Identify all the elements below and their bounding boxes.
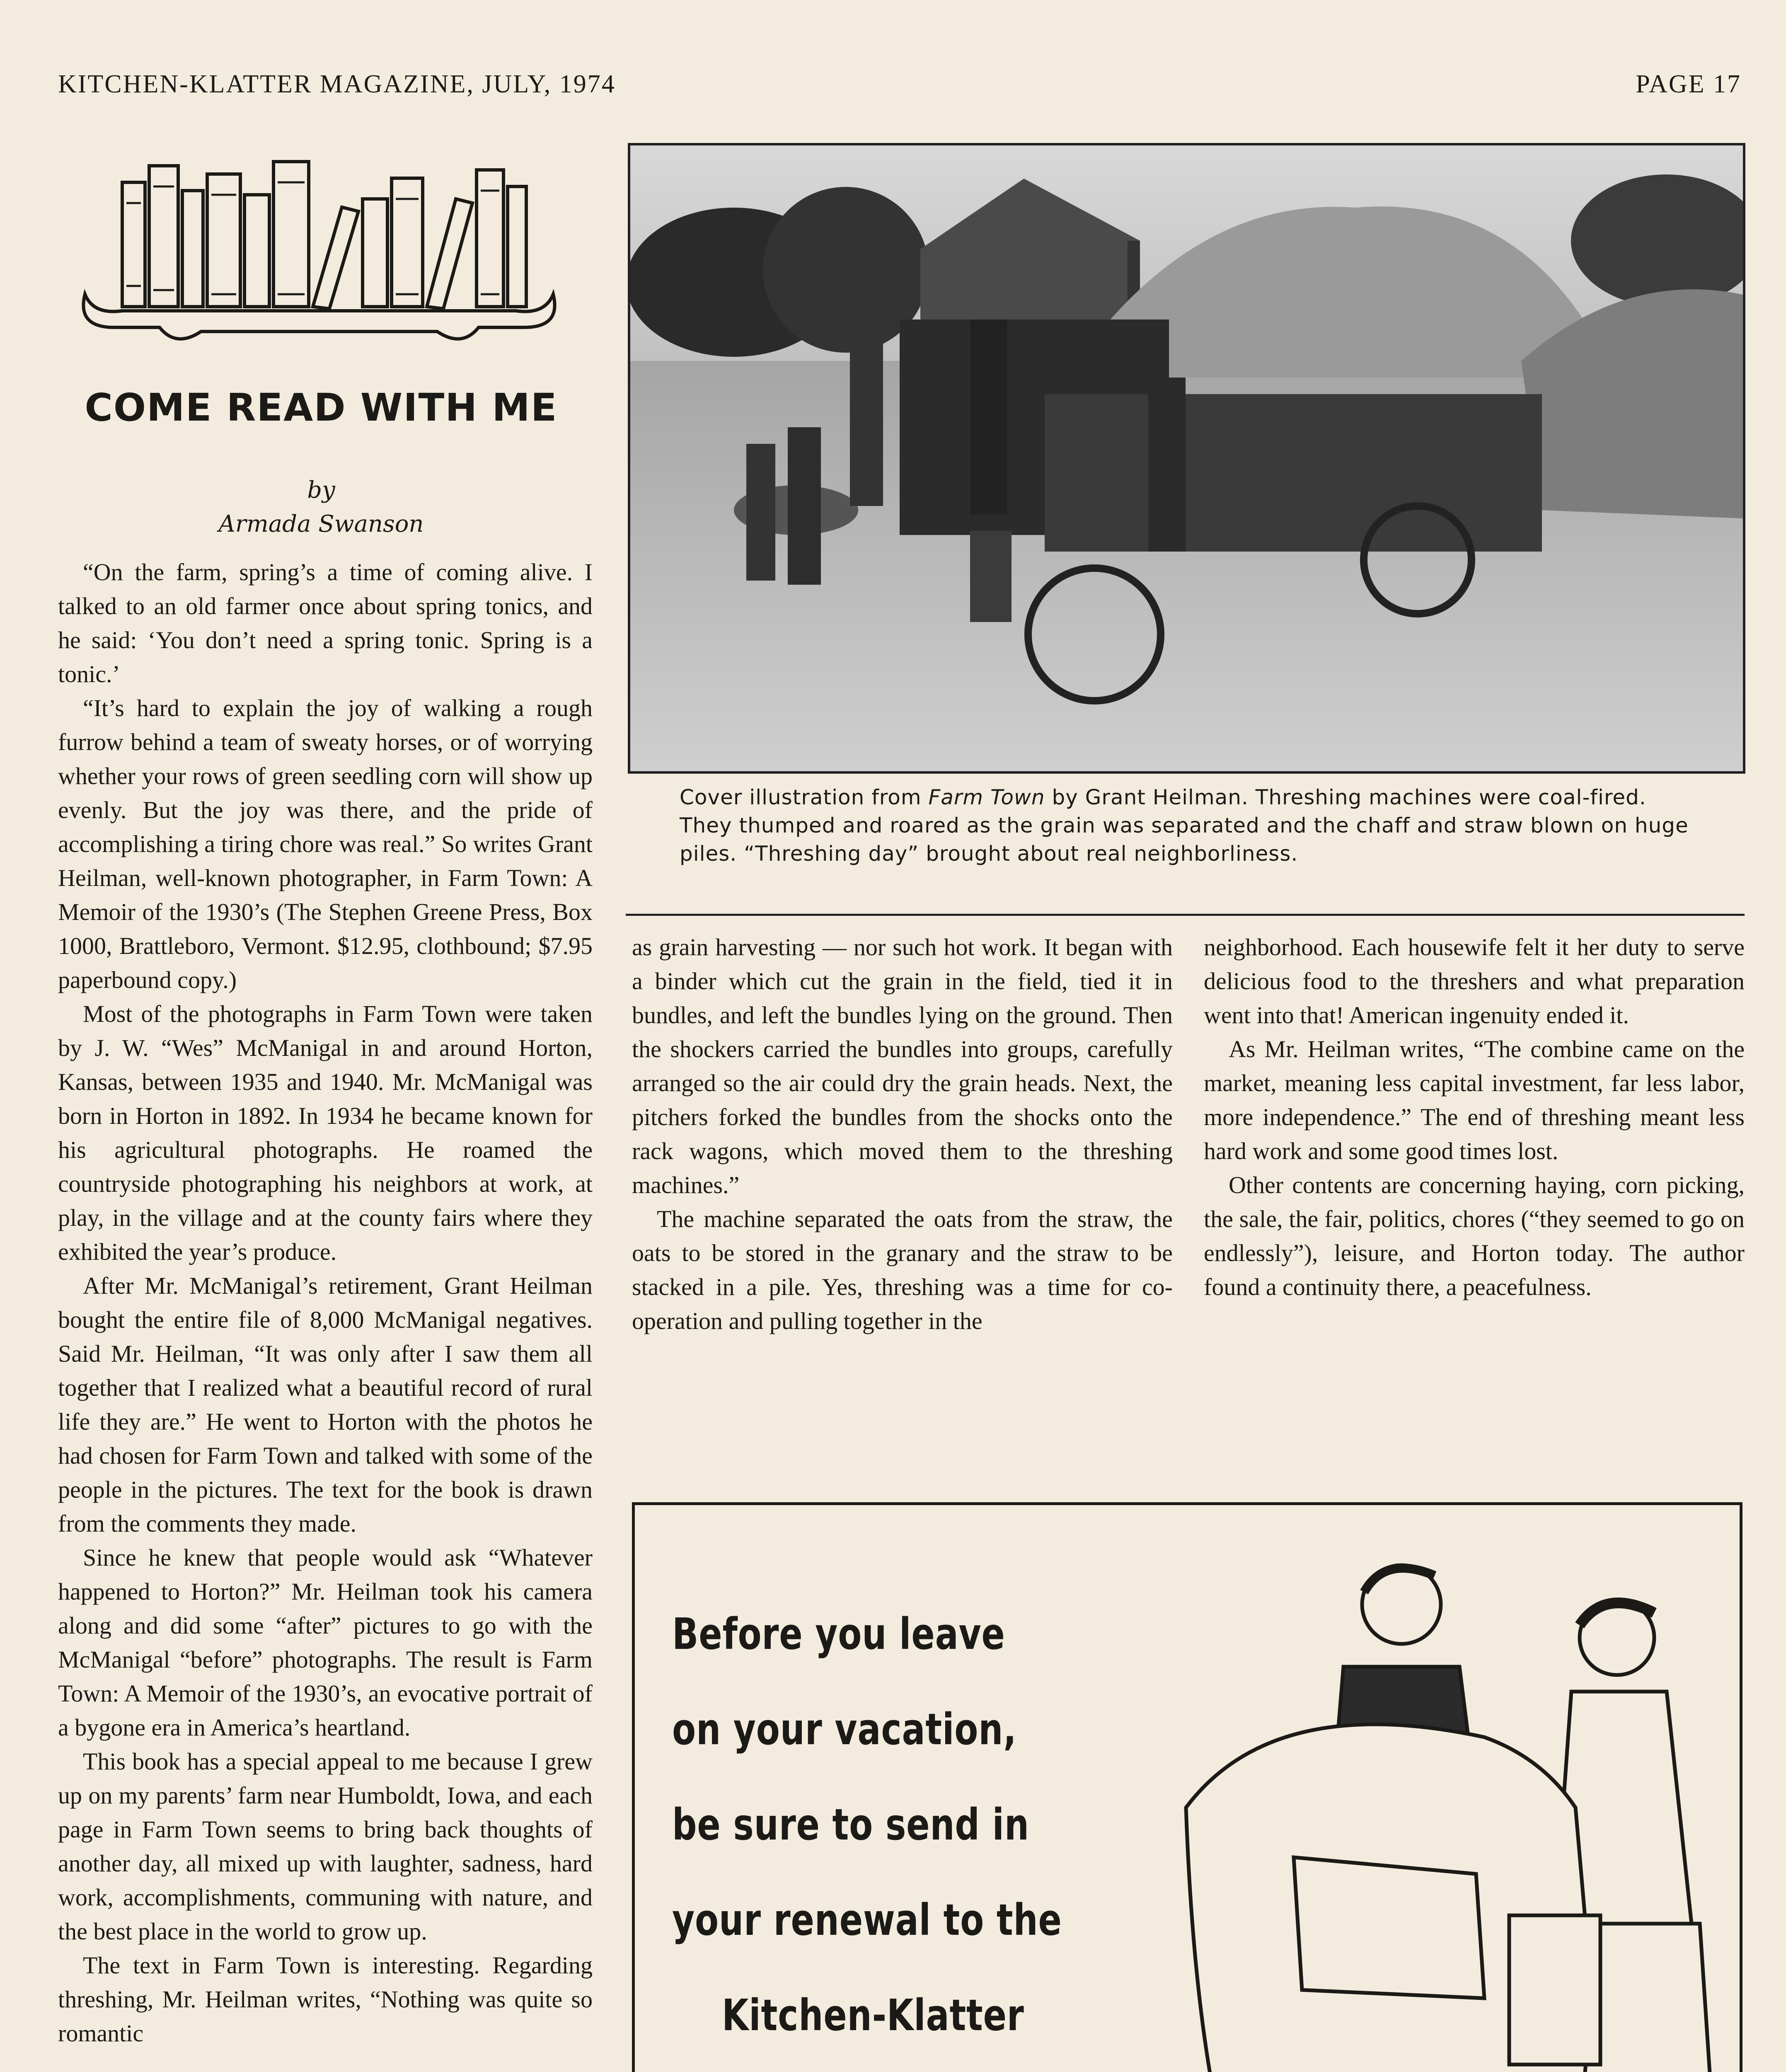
- caption-book-title: Farm Town: [928, 785, 1045, 809]
- article-column-2: [632, 930, 1173, 1481]
- byline-author: Armada Swanson: [218, 511, 424, 537]
- article-paragraph: This book has a special appeal to me because I grew up on my parents’ farm near Humboldt, Iowa, and each page in Farm Town seems to bring back thoughts of another day, all mixed up with laughter, sadness, hard work, accomplishments, communing with nature, and the best place in the world to grow up.: [58, 1748, 593, 1945]
- ad-headline-4: your renewal to the: [672, 1895, 1062, 1945]
- subscription-ad: [632, 1502, 1742, 2072]
- article-paragraph: The machine separated the oats from the straw, the oats to be stored in the granary and the straw to be stacked in a pile. Yes, threshing was a time for co-operation and pulling together in the: [632, 1205, 1173, 1334]
- article-paragraph: “It’s hard to explain the joy of walking a rough furrow behind a team of sweaty horses, or of worrying whether your rows of green seedling corn will show up evenly. But the joy was there, and the pride of accomplishing a tiring chore was real.” So writes Grant Heilman, well-known photographer, in Farm Town: A Memoir of the 1930’s (The Stephen Greene Press, Box 1000, Brattleboro, Vermont. $12.95, clothbound; $7.95 paperbound copy.): [58, 695, 593, 993]
- caption-body: by Grant Heilman. Threshing machines were coal-fired. They thumped and roared as the grain was separated and the chaff and straw blown on huge piles. “Threshing day” brought about real neighborliness.: [680, 785, 1689, 866]
- cover-photo: [628, 143, 1745, 774]
- article-paragraph: “On the farm, spring’s a time of coming alive. I talked to an old farmer once about spring tonics, and he said: ‘You don’t need a spring tonic. Spring is a tonic.’: [58, 559, 593, 687]
- photo-caption: [680, 783, 1695, 868]
- caption-lead: Cover illustration from: [680, 785, 929, 809]
- running-header: KITCHEN-KLATTER MAGAZINE, JULY, 1974: [58, 70, 616, 98]
- article-paragraph: neighborhood. Each housewife felt it her duty to serve delicious food to the threshers and what preparation went into that! American ingenuity ended it.: [1204, 934, 1745, 1029]
- bookshelf-logo-icon: [68, 133, 570, 356]
- article-paragraph: Since he knew that people would ask “Whatever happened to Horton?” Mr. Heilman took his camera along and did some “after” pictures to go with the McManigal “before” photographs. The result is Farm Town: A Memoir of the 1930’s, an evocative portrait of a bygone era in America’s heartland.: [58, 1544, 593, 1741]
- article-paragraph: Other contents are concerning haying, corn picking, the sale, the fair, politics, chores (“they seemed to go on endlessly”), leisure, and Horton today. The author found a continuity there, a peacefulness.: [1204, 1172, 1745, 1300]
- divider-line: [626, 914, 1745, 916]
- article-paragraph: as grain harvesting — nor such hot work. It began with a binder which cut the grain in the field, tied it in bundles, and left the bundles lying on the ground. Then the shockers carried the bundles into groups, carefully arranged so the air could dry the grain heads. Next, the pitchers forked the bundles from the shocks onto the rack wagons, which moved them to the threshing machines.”: [632, 934, 1173, 1198]
- ad-headline-5: Kitchen-Klatter: [722, 1990, 1024, 2041]
- couple-with-car-illustration-icon: [1169, 1542, 1741, 2072]
- ad-headline-2: on your vacation,: [672, 1704, 1017, 1755]
- byline-by: by: [307, 477, 335, 503]
- article-column-1: [58, 555, 593, 2072]
- article-paragraph: As Mr. Heilman writes, “The combine came on the market, meaning less capital investment, far less labor, more independence.” The end of threshing meant less hard work and some good times lost.: [1204, 1036, 1745, 1164]
- ad-headline-3: be sure to send in: [672, 1799, 1029, 1850]
- ad-headline-1: Before you leave: [672, 1609, 1005, 1659]
- article-paragraph: After Mr. McManigal’s retirement, Grant Heilman bought the entire file of 8,000 McManigal negatives. Said Mr. Heilman, “It was only after I saw them all together that I realized what a beautiful record of rural life they are.” He went to Horton with the photos he had chosen for Farm Town and talked with some of the people in the pictures. The text for the book is drawn from the comments they made.: [58, 1272, 593, 1537]
- article-paragraph: The text in Farm Town is interesting. Regarding threshing, Mr. Heilman writes, “Nothing was quite so romantic: [58, 1952, 593, 2047]
- article-column-3: [1204, 930, 1745, 1481]
- article-paragraph: Most of the photographs in Farm Town were taken by J. W. “Wes” McManigal in and around Horton, Kansas, between 1935 and 1940. Mr. McManigal was born in Horton in 1892. In 1934 he became known for his agricultural photographs. He roamed the countryside photographing his neighbors at work, at play, in the village and at the county fairs where they exhibited the year’s produce.: [58, 1000, 593, 1265]
- threshing-scene-image: [630, 145, 1743, 771]
- page-number: PAGE 17: [1636, 70, 1741, 98]
- column-title: COME READ WITH ME: [85, 385, 558, 430]
